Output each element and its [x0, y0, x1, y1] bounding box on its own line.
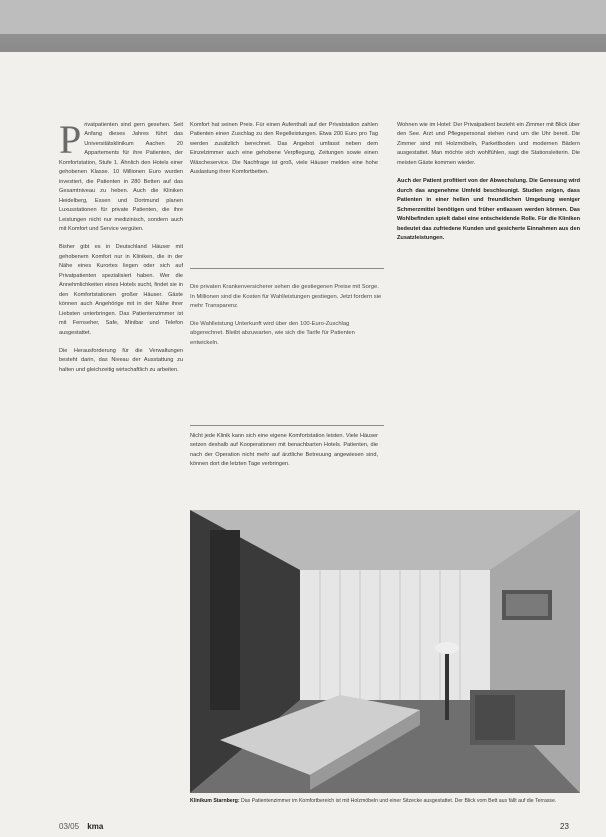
right-paragraph: Wohnen wie im Hotel: Der Privatpatient bezieht ein Zimmer mit Blick über den See. Arzt und Pflegepersonal stehen rund um die Uhr bereit. Die Zimmer sind mit Holzmöbeln, Parkettboden und modernen Bädern ausgestattet. Man möchte sich wohlfühlen, sagt die Stationsleiterin. Die meisten Gäste kommen wieder. — [397, 122, 580, 166]
middle-low-paragraph: Nicht jede Klinik kann sich eine eigene Komfortstation leisten. Viele Häuser setzen deshalb auf Kooperationen mit benachbarten Hotels. Patienten, die nach der Operation nicht mehr auf ärztliche Betreuung angewiesen sind, können dort die letzten Tage verbringen. — [190, 433, 378, 468]
article-column-left — [59, 121, 183, 829]
article-column-middle-low — [190, 432, 378, 512]
intro-paragraph: rivatpatienten sind gern gesehen. Seit Anfang dieses Jahres führt das Universitätsklinikum Aachen 20 Appartements für ihre Patienten, der Komfortstation, Stufe 1. Ähnlich den Hotels einer gehobenen Klasse. 10 Millionen Euro wurden investiert, die Patienten in 280 Betten auf das Gesamtniveau zu heben. Auch die Kliniken Heidelberg, Essen und Dortmund planen Luxusstationen für private Patienten, die ihre Leistungen nicht nur medizinisch, sondern auch mit Komfort und Service vergüten. — [59, 122, 183, 232]
pull-quote-2: Die Wahlleistung Unterkunft wird über den 100-Euro-Zuschlag abgerechnet. Bleibt abzuwarten, wie sich die Tarife für Patienten entwickeln. — [190, 320, 355, 346]
drop-cap: P — [59, 121, 82, 162]
header-band — [0, 0, 606, 52]
pull-quote-box — [190, 268, 384, 426]
page-number: 23 — [560, 822, 569, 831]
pull-quote-1: Die privaten Krankenversicherer sehen die gestiegenen Preise mit Sorge. In Millionen sind die Kosten für Wahlleistungen gestiegen. Jetzt fordern sie mehr Transparenz. — [190, 284, 382, 309]
middle-paragraph: Komfort hat seinen Preis. Für einen Aufenthalt auf der Privatstation zahlen Patienten einen Zuschlag zu den Regelleistungen. Etwa 200 Euro pro Tag werden zusätzlich berechnet. Das Angebot umfasst neben dem Einzelzimmer auch eine gehobene Verpflegung, Zeitungen sowie einen Wäscheservice. Die Nachfrage ist groß, viele Häuser melden eine hohe Auslastung ihrer Komfortbetten. — [190, 122, 378, 176]
header-band-light — [0, 0, 606, 34]
hospital-room-photo — [190, 510, 580, 793]
footer-issue — [59, 822, 103, 831]
photo-caption — [190, 797, 580, 806]
article-column-right — [397, 121, 580, 511]
caption-label: Klinikum Starnberg: — [190, 798, 240, 804]
caption-text: Das Patientenzimmer im Komfortbereich ist mit Holzmöbeln und einer Sitzecke ausgestattet. Der Blick vom Bett aus fällt auf die Terrasse. — [241, 798, 557, 804]
right-subsection: Auch der Patient profitiert von der Abwechslung. Die Genesung wird durch das angenehme Umfeld beschleunigt. Studien zeigen, dass Patienten in einer hellen und freundlichen Umgebung weniger Schmerzmittel benötigen und früher entlassen werden können. Das Wohlbefinden spielt dabei eine entscheidende Rolle. Für die Kliniken bedeutet das zufriedene Kunden und gesicherte Einnahmen aus den Zusatzleistungen. — [397, 178, 580, 241]
issue-number: 03/05 — [59, 822, 80, 831]
article-column-middle-top — [190, 121, 378, 251]
section-paragraph-1: Bisher gibt es in Deutschland Häuser mit gehobenem Komfort nur in Kliniken, die in der Nähe eines Kurortes liegen oder sich auf Privatpatienten spezialisiert haben. Wer die Annehmlichkeiten eines Hotels sucht, findet sie in den Komfortstationen großer Häuser. Gäste können auch Angehörige mit in der Nähe ihrer Liebsten unterbringen. Das Patientenzimmer ist mit Fernseher, Safe, Minibar und Telefon ausgestattet. — [59, 244, 183, 336]
magazine-brand: kma — [87, 822, 104, 831]
section-paragraph-2: Die Herausforderung für die Verwaltungen besteht darin, das Niveau der Ausstattung zu halten und gleichzeitig wirtschaftlich zu arbeiten. — [59, 347, 183, 373]
